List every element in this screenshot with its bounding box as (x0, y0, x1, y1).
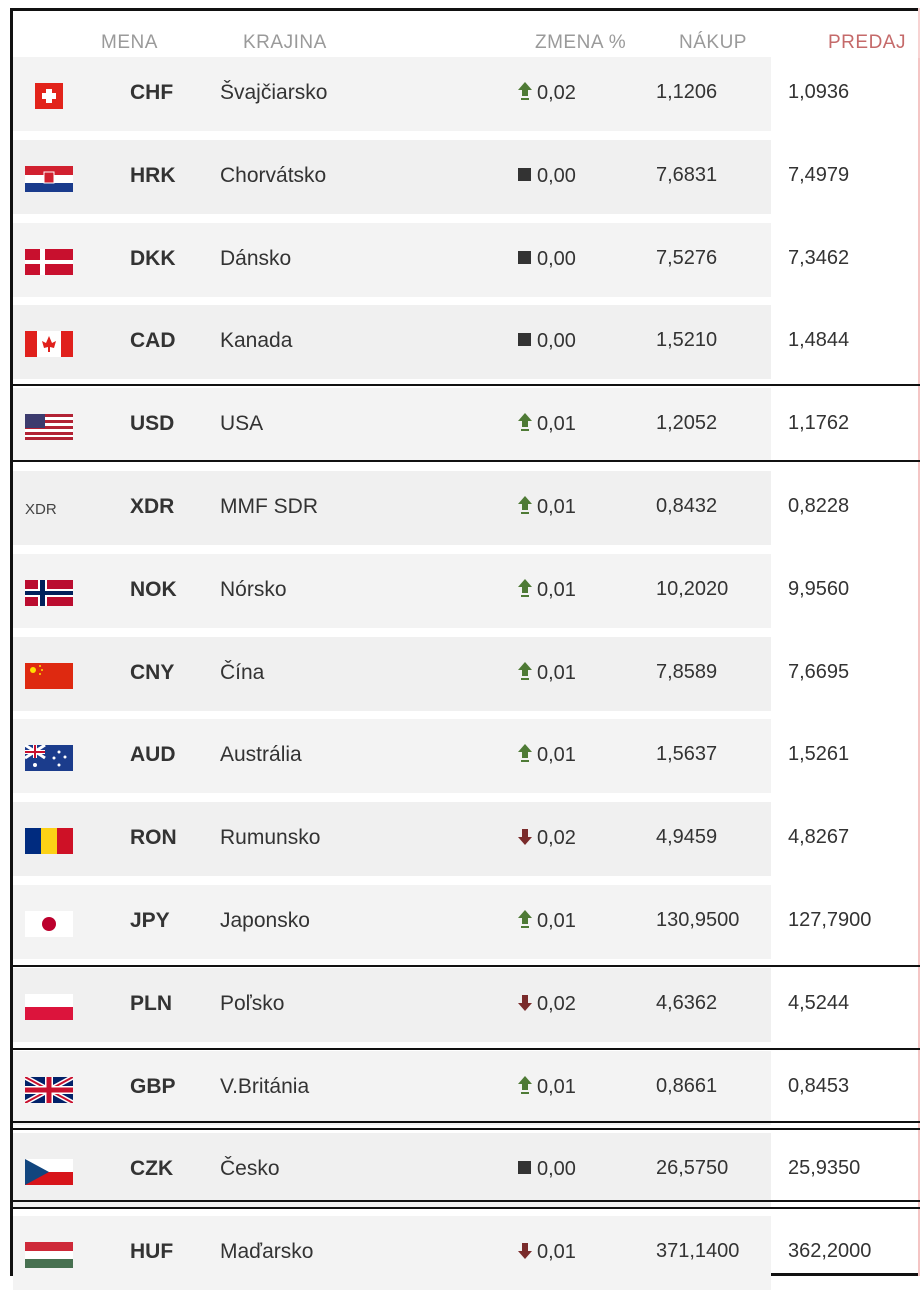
australia-flag-icon (25, 745, 73, 771)
sell-rate: 4,8267 (788, 826, 850, 848)
buy-rate: 1,5210 (656, 329, 718, 351)
change-value: 0,00 (537, 1158, 576, 1180)
buy-rate: 0,8661 (656, 1075, 718, 1097)
denmark-flag-icon (25, 249, 73, 275)
square-unchanged-icon (515, 248, 537, 270)
change-percent (515, 578, 576, 602)
sell-rate: 1,5261 (788, 743, 850, 765)
currency-code: NOK (130, 578, 177, 601)
country-name: Švajčiarsko (220, 81, 328, 104)
column-header-mena[interactable]: MENA (101, 32, 158, 53)
change-percent (515, 247, 576, 271)
arrow-down-icon (515, 827, 537, 849)
row-divider (10, 1200, 920, 1202)
hungary-flag-icon (25, 1242, 73, 1268)
change-percent (515, 992, 576, 1016)
column-header-krajina[interactable]: KRAJINA (243, 32, 327, 53)
czech-flag-icon (25, 1159, 73, 1185)
sell-rate: 1,0936 (788, 81, 850, 103)
change-value: 0,00 (537, 330, 576, 352)
square-unchanged-icon (515, 165, 537, 187)
table-row[interactable] (13, 57, 771, 131)
table-row[interactable] (13, 1216, 771, 1290)
arrow-up-icon (515, 1076, 537, 1098)
xdr-label: XDR (25, 501, 57, 518)
country-name: Nórsko (220, 578, 287, 601)
romania-flag-icon (25, 828, 73, 854)
country-name: Chorvátsko (220, 164, 327, 187)
currency-code: USD (130, 412, 175, 435)
change-value: 0,01 (537, 1241, 576, 1263)
norway-flag-icon (25, 580, 73, 606)
change-percent (515, 1157, 576, 1181)
croatia-flag-icon (25, 166, 73, 192)
sell-rate: 7,3462 (788, 247, 850, 269)
currency-code: CZK (130, 1157, 174, 1180)
change-percent (515, 1240, 576, 1264)
canada-flag-icon (25, 331, 73, 357)
change-percent (515, 743, 576, 767)
arrow-up-icon (515, 579, 537, 601)
change-value: 0,01 (537, 496, 576, 518)
change-value: 0,01 (537, 579, 576, 601)
row-divider (10, 460, 920, 462)
currency-code: HRK (130, 164, 176, 187)
change-percent (515, 412, 576, 436)
currency-code: RON (130, 826, 177, 849)
buy-rate: 7,6831 (656, 164, 718, 186)
buy-rate: 1,2052 (656, 412, 718, 434)
change-percent (515, 826, 576, 850)
usa-flag-icon (25, 414, 73, 440)
row-divider (10, 965, 920, 967)
china-flag-icon (25, 663, 73, 689)
square-unchanged-icon (515, 1158, 537, 1180)
sell-rate: 7,6695 (788, 661, 850, 683)
switzerland-flag-icon (25, 83, 73, 109)
country-name: Maďarsko (220, 1240, 314, 1263)
change-value: 0,02 (537, 82, 576, 104)
row-divider (10, 1121, 920, 1123)
buy-rate: 1,1206 (656, 81, 718, 103)
column-header-nakup[interactable]: NÁKUP (679, 32, 747, 53)
country-name: V.Británia (220, 1075, 310, 1098)
column-header-predaj[interactable]: PREDAJ (828, 32, 906, 53)
currency-code: CHF (130, 81, 174, 104)
buy-rate: 0,8432 (656, 495, 718, 517)
currency-code: CAD (130, 329, 176, 352)
country-name: USA (220, 412, 264, 435)
change-percent (515, 81, 576, 105)
currency-code: PLN (130, 992, 172, 1015)
buy-rate: 26,5750 (656, 1157, 729, 1179)
country-name: Austrália (220, 743, 302, 766)
country-name: Čína (220, 661, 265, 684)
xdr-text-icon (25, 497, 73, 523)
row-divider (10, 1128, 920, 1130)
change-percent (515, 661, 576, 685)
row-divider (10, 1048, 920, 1050)
arrow-down-icon (515, 1241, 537, 1263)
uk-flag-icon (25, 1077, 73, 1103)
japan-flag-icon (25, 911, 73, 937)
table-row[interactable] (13, 719, 771, 793)
country-name: Japonsko (220, 909, 310, 932)
buy-rate: 130,9500 (656, 909, 740, 931)
currency-code: JPY (130, 909, 170, 932)
change-value: 0,01 (537, 1076, 576, 1098)
row-divider (10, 384, 920, 386)
table-row[interactable] (13, 1051, 771, 1125)
table-row[interactable] (13, 471, 771, 545)
sell-rate: 127,7900 (788, 909, 872, 931)
arrow-up-icon (515, 662, 537, 684)
table-row[interactable] (13, 388, 771, 462)
table-row[interactable] (13, 968, 771, 1042)
currency-code: HUF (130, 1240, 174, 1263)
table-row[interactable] (13, 305, 771, 379)
buy-rate: 1,5637 (656, 743, 718, 765)
country-name: Kanada (220, 329, 293, 352)
change-percent (515, 329, 576, 353)
sell-rate: 7,4979 (788, 164, 850, 186)
table-row[interactable] (13, 140, 771, 214)
buy-rate: 10,2020 (656, 578, 729, 600)
buy-rate: 7,5276 (656, 247, 718, 269)
country-name: Dánsko (220, 247, 292, 270)
sell-rate: 1,4844 (788, 329, 850, 351)
change-percent (515, 164, 576, 188)
change-value: 0,02 (537, 827, 576, 849)
sell-rate: 9,9560 (788, 578, 850, 600)
square-unchanged-icon (515, 330, 537, 352)
sell-rate: 362,2000 (788, 1240, 872, 1262)
arrow-up-icon (515, 82, 537, 104)
change-value: 0,00 (537, 248, 576, 270)
sell-rate: 1,1762 (788, 412, 850, 434)
change-value: 0,00 (537, 165, 576, 187)
sell-rate: 0,8453 (788, 1075, 850, 1097)
buy-rate: 4,6362 (656, 992, 718, 1014)
currency-code: CNY (130, 661, 175, 684)
buy-rate: 4,9459 (656, 826, 718, 848)
arrow-up-icon (515, 496, 537, 518)
change-value: 0,02 (537, 993, 576, 1015)
table-row[interactable] (13, 637, 771, 711)
table-row[interactable] (13, 554, 771, 628)
arrow-up-icon (515, 744, 537, 766)
currency-code: GBP (130, 1075, 176, 1098)
sell-rate: 0,8228 (788, 495, 850, 517)
table-row[interactable] (13, 1133, 771, 1207)
change-percent (515, 909, 576, 933)
table-row[interactable] (13, 223, 771, 297)
country-name: MMF SDR (220, 495, 318, 518)
currency-code: AUD (130, 743, 176, 766)
table-row[interactable] (13, 802, 771, 876)
country-name: Rumunsko (220, 826, 321, 849)
change-value: 0,01 (537, 662, 576, 684)
change-percent (515, 1075, 576, 1099)
currency-code: XDR (130, 495, 175, 518)
change-percent (515, 495, 576, 519)
country-name: Poľsko (220, 992, 285, 1015)
table-row[interactable] (13, 885, 771, 959)
change-value: 0,01 (537, 910, 576, 932)
buy-rate: 371,1400 (656, 1240, 740, 1262)
country-name: Česko (220, 1157, 280, 1180)
row-divider (10, 1207, 920, 1209)
sell-rate: 4,5244 (788, 992, 850, 1014)
currency-code: DKK (130, 247, 176, 270)
change-value: 0,01 (537, 744, 576, 766)
buy-rate: 7,8589 (656, 661, 718, 683)
sell-rate: 25,9350 (788, 1157, 861, 1179)
arrow-up-icon (515, 910, 537, 932)
poland-flag-icon (25, 994, 73, 1020)
column-header-zmena[interactable]: ZMENA % (535, 32, 627, 53)
arrow-down-icon (515, 993, 537, 1015)
arrow-up-icon (515, 413, 537, 435)
change-value: 0,01 (537, 413, 576, 435)
